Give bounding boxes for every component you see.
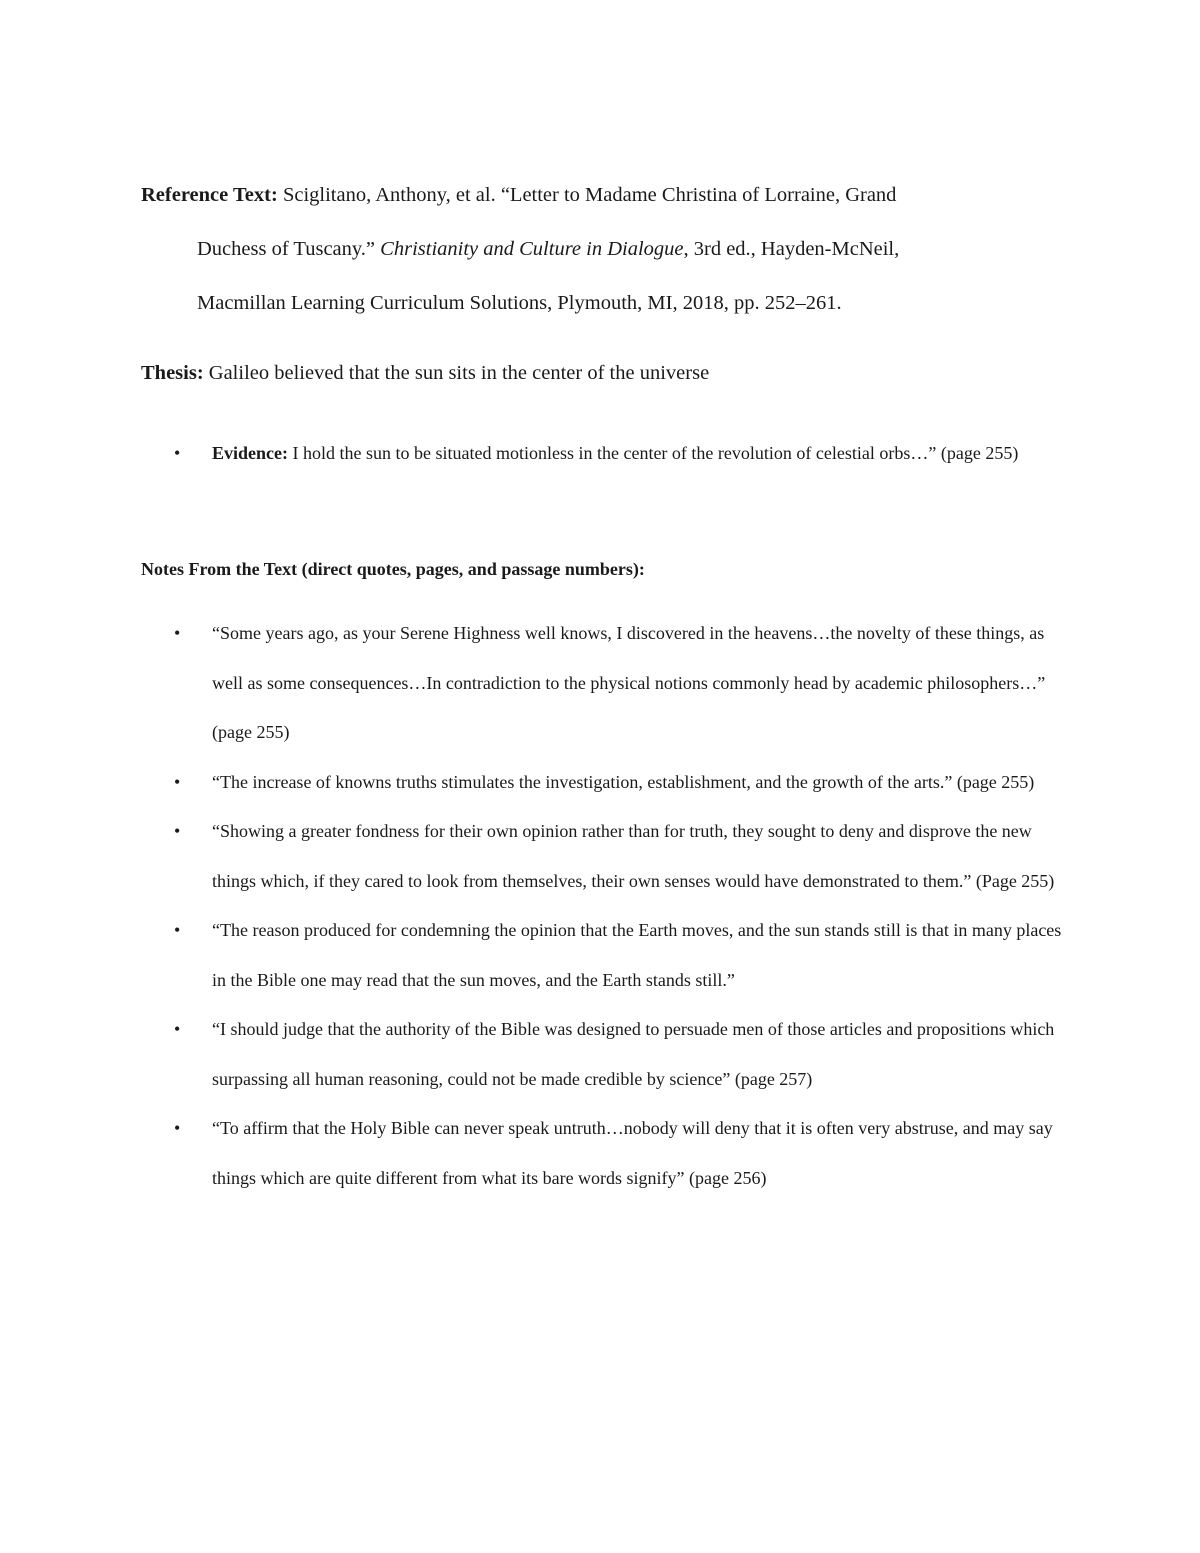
reference-text-line-3: Macmillan Learning Curriculum Solutions, Plymouth, MI, 2018, pp. 252–261. [197, 292, 842, 314]
thesis-statement [141, 358, 709, 388]
reference-text-line-2-post: , 3rd ed., Hayden-McNeil, [683, 238, 900, 260]
note-text: “Showing a greater fondness for their own opinion rather than for truth, they sought to deny and disprove the new things which, if they cared to look from themselves, their own senses would have demonstrated to them.” (Page 255) [212, 821, 1055, 891]
bullet-icon: • [174, 1118, 181, 1138]
evidence-list [141, 429, 1071, 479]
bullet-icon: • [174, 623, 181, 643]
reference-line-1 [141, 168, 1081, 222]
note-text: “I should judge that the authority of the Bible was designed to persuade men of those articles and propositions which surpassing all human reasoning, could not be made credible by science” (page 257) [212, 1019, 1055, 1089]
reference-text-line-2-pre: Duchess of Tuscany.” [197, 238, 381, 260]
notes-list [141, 609, 1071, 1203]
notes-heading: Notes From the Text (direct quotes, pages, and passage numbers): [141, 559, 645, 579]
note-item [141, 609, 1071, 758]
evidence-item [141, 429, 1071, 479]
reference-citation [141, 168, 1081, 330]
bullet-icon: • [174, 443, 181, 463]
book-title: Christianity and Culture in Dialogue [380, 238, 684, 260]
thesis-label: Thesis: [141, 362, 204, 384]
evidence-label: Evidence: [212, 443, 288, 463]
note-text: “Some years ago, as your Serene Highness well knows, I discovered in the heavens…the novelty of these things, as well as some consequences…In contradiction to the physical notions commonly head by academic philosophers…” (page 255) [212, 623, 1046, 742]
note-item [141, 807, 1071, 906]
evidence-content [212, 429, 1071, 479]
note-item [141, 758, 1071, 808]
bullet-icon: • [174, 771, 181, 792]
note-text: “The reason produced for condemning the opinion that the Earth moves, and the sun stands still is that in many places in the Bible one may read that the sun moves, and the Earth stands still.” [212, 920, 1062, 990]
bullet-icon: • [174, 1019, 181, 1039]
note-text: “The increase of knowns truths stimulates the investigation, establishment, and the growth of the arts.” (page 255) [212, 771, 1035, 792]
bullet-icon: • [174, 920, 181, 940]
bullet-icon: • [174, 821, 181, 841]
note-item [141, 906, 1071, 1005]
note-text: “To affirm that the Holy Bible can never speak untruth…nobody will deny that it is often very abstruse, and may say things which are quite different from what its bare words signify” (page 256) [212, 1118, 1053, 1188]
evidence-text: I hold the sun to be situated motionless in the center of the revolution of celestial orbs…” (page 255) [292, 443, 1019, 463]
reference-line-2 [141, 222, 1081, 276]
reference-text-line-1: Sciglitano, Anthony, et al. “Letter to Madame Christina of Lorraine, Grand [282, 184, 897, 206]
thesis-text: Galileo believed that the sun sits in the center of the universe [208, 362, 710, 384]
reference-label: Reference Text: [141, 184, 278, 206]
note-item [141, 1104, 1071, 1203]
note-item [141, 1005, 1071, 1104]
reference-line-3 [141, 276, 1081, 330]
